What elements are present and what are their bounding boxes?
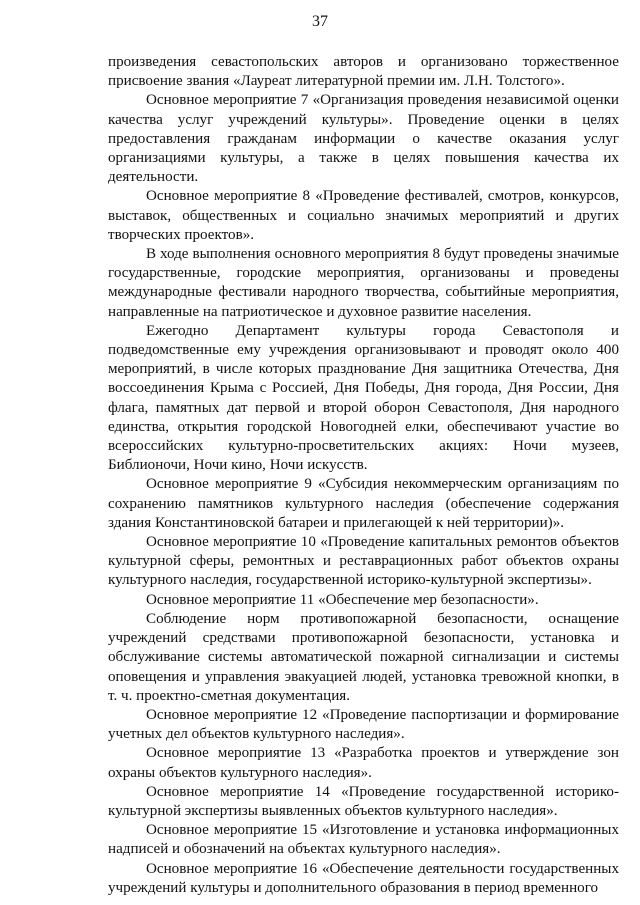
paragraph-measure-15: Основное мероприятие 15 «Изготовление и установка информационных надписей и обозначений на объектах культурного наследия». [108, 822, 619, 858]
paragraph-measure-9: Основное мероприятие 9 «Субсидия некоммерческим организациям по сохранению памятников культурного наследия (обеспечение содержания здания Константиновской батареи и прилегающей к ней территории)». [108, 476, 619, 531]
paragraph-fire-safety: Соблюдение норм противопожарной безопасности, оснащение учреждений средствами противопожарной безопасности, установка и обслуживание системы автоматической пожарной сигнализации и системы оповещения и управления эвакуацией людей, установка тревожной кнопки, в т. ч. проектно-сметная документация. [108, 610, 619, 704]
paragraph-measure-12: Основное мероприятие 12 «Проведение паспортизации и формирование учетных дел объектов культурного наследия». [108, 706, 619, 743]
paragraph-measure-11: Основное мероприятие 11 «Обеспечение мер безопасности». [146, 591, 539, 608]
paragraph-measure-13: Основное мероприятие 13 «Разработка проектов и утверждение зон охраны объектов культурного наследия». [108, 745, 619, 781]
paragraph-continued: произведения севастопольских авторов и организовано торжественное присвоение звания «Лауреат литературной премии им. Л.Н. Толстого». [108, 54, 619, 90]
paragraph-measure-14: Основное мероприятие 14 «Проведение государственной историко-культурной экспертизы выявленных объектов культурного наследия». [108, 783, 619, 819]
page-number: 37 [312, 13, 328, 30]
body-text [108, 53, 619, 898]
paragraph-measure-7: Основное мероприятие 7 «Организация проведения независимой оценки качества услуг учреждений культуры». Проведение оценки в целях предоставления гражданам информации о качестве оказания услуг организациями культуры, а также в целях повышения качества их деятельности. [108, 92, 619, 186]
paragraph-measure-8: Основное мероприятие 8 «Проведение фестивалей, смотров, конкурсов, выставок, общественных и социально значимых мероприятий и других творческих проектов». [108, 188, 619, 243]
paragraph-measure-16: Основное мероприятие 16 «Обеспечение деятельности государственных учреждений культуры и дополнительного образования в период временного [108, 860, 619, 896]
paragraph-measure-8-details: В ходе выполнения основного мероприятия 8 будут проведены значимые государственные, городские мероприятия, организованы и проведены международные фестивали народного творчества, событийные мероприятия, направленные на патриотическое и духовное развитие населения. [108, 246, 619, 320]
paragraph-measure-10: Основное мероприятие 10 «Проведение капитальных ремонтов объектов культурной сферы, ремонтных и реставрационных работ объектов охраны культурного наследия, государственной историко-культурной экспертизы». [108, 534, 619, 589]
paragraph-annual-events: Ежегодно Департамент культуры города Севастополя и подведомственные ему учреждения организовывают и проводят около 400 мероприятий, в числе которых празднование Дня защитника Отечества, Дня воссоединения Крыма с Россией, Дня Победы, Дня города, Дня России, Дня флага, памятных дат первой и второй оборон Севастополя, Дня народного единства, открытия городской Новогодней елки, обеспечивают участие во всероссийских культурно-просветительских акциях: Ночи музеев, Библионочи, Ночи кино, Ночи искусств. [108, 322, 619, 474]
